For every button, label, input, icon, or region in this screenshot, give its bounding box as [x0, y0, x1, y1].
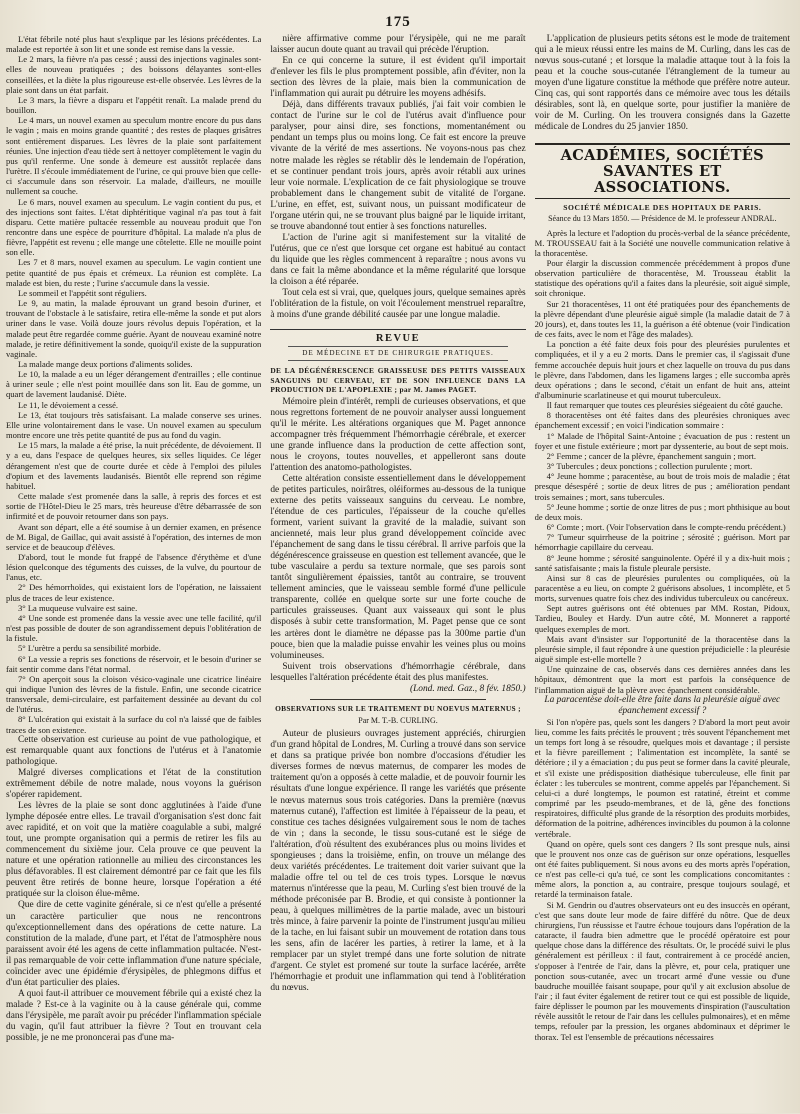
paragraph: 7° On aperçoit sous la cloison vésico-vaginale une cicatrice linéaire qui indique l'union des lèvres de la fistule. Enfin, une seconde cicatrice transversale, demi-circulaire, est parfaitement dessinée au devant du col de l'utérus. — [6, 673, 262, 715]
article-reference: (Lond. med. Gaz., 8 fév. 1850.) — [409, 683, 526, 694]
paragraph: Mais avant d'insister sur l'opportunité de la thoracentèse dans la pleurésie simple, il faut répondre à une question préjudicielle : la pleurésie aiguë simple est-elle mortelle ? — [534, 633, 790, 665]
paragraph: 3° Tubercules ; deux ponctions ; collection purulente ; mort. — [546, 461, 753, 472]
paragraph: L'état fébrile noté plus haut s'explique par les lésions précédentes. La malade est reportée à son lit et une sonde est remise dans la vessie. — [6, 34, 262, 55]
paragraph: Les 7 et 8 mars, nouvel examen au speculum. Le vagin contient une petite quantité de pus épais et crémeux. La réunion est complète. La malade est bien, du reste ; l'urine s'accumule dans la vessie. — [6, 257, 262, 288]
paragraph: Le 13, état toujours très satisfaisant. La malade conserve ses urines. Elle urine volontairement dans le vase. Un nouvel examen au speculum montre encore une très petite quantité de pus au fond du vagin. — [6, 409, 262, 441]
society-title: SOCIÉTÉ MÉDICALE DES HOPITAUX DE PARIS. — [563, 203, 762, 213]
paragraph: 3° La muqueuse vulvaire est saine. — [18, 602, 138, 613]
society-report-text — [535, 228, 790, 695]
section-title-academies: ACADÉMIES, SOCIÉTÉS SAVANTES ET ASSOCIATIONS. — [535, 143, 790, 199]
paragraph: Il faut remarquer que toutes ces pleurésies siégeaient du côté gauche. — [546, 400, 783, 411]
paragraph: Le 10, la malade a eu un léger dérangement d'entrailles ; elle continue à uriner seule ; elle n'est point mouillée dans son lit. Eau de gomme, un quart de lavement laudanisé. Diète. — [6, 369, 262, 400]
paragraph: Cette observation est curieuse au point de vue pathologique, et est remarquable quant aux fonctions de l'utérus et à l'anatomie pathologique. — [6, 734, 262, 767]
paragraph: 5° Jeune homme ; sortie de onze litres de pus ; mort phthisique au bout de deux mois. — [534, 501, 790, 522]
text-columns — [6, 34, 790, 1114]
case-report-text — [6, 34, 261, 735]
session-line: Séance du 13 Mars 1850. — Présidence de M. le professeur ANDRAL. — [548, 214, 777, 224]
paragraph: Malgré diverses complications et l'état de la constitution extrêmement débile de notre malade, nous voyons la guérison s'opérer rapidement. — [6, 767, 262, 801]
paragraph: Le 9, au matin, la malade éprouvant un grand besoin d'uriner, et trouvant de l'obstacle à le satisfaire, retira elle-même la sonde et put alors uriner dans le vase. Voilà douze jours révolus depuis l'opération, et la malade peut être regardée comme guérie. Ayant de nouveau examiné notre malade, je retire définitivement la sonde, quoiqu'il existe de la suppuration vaginale. — [6, 298, 262, 359]
paragraph: 8° Jeune homme ; sérosité sanguinolente. Opéré il y a dix-huit mois ; santé satisfaisante ; mais la fistule pleurale persiste. — [534, 552, 790, 573]
paragraph: Le 11, le dévoiement a cessé. — [18, 399, 119, 410]
paragraph: 6° La vessie a repris ses fonctions de réservoir, et le besoin d'uriner se fait sentir comme dans l'état normal. — [6, 653, 262, 674]
paragraph: Pour élargir la discussion commencée précédemment à propos d'une observation particulière de thoracentèse, M. Trousseau établit la statistique des opérations qu'il a faites dans la pleurésie, soit aiguë simple, soit chronique. — [534, 257, 790, 299]
paragraph: Tout cela est si vrai, que, quelques jours, quelque semaines après l'oblitération de la fistule, on voit l'écoulement menstruel reparaître, à moins d'une grande débilité causée par une longue maladie. — [270, 288, 526, 321]
paragraph: Cette malade s'est promenée dans la salle, à repris des forces et est sortie de l'Hôtel-Dieu le 25 mars, très heureuse d'être débarrassée de son infirmité et de pouvoir retourner dans son pays. — [6, 491, 262, 522]
paragraph: Le 3 mars, la fièvre a disparu et l'appétit renaît. La malade prend du bouillon. — [6, 94, 262, 116]
paragraph: Le 2 mars, la fièvre n'a pas cessé ; aussi des injections vaginales sont-elles de nouveau pratiquées ; des boissons délayantes sont-elles conseillées, et la diète la plus rigoureuse est-elle observée. Les lèvres de la plaie sont dans un état parfait. — [6, 54, 262, 95]
paragraph: Que dire de cette vaginite générale, si ce n'est qu'elle a présenté un caractère particulier que nous ne rencontrons qu'exceptionnellement dans des opérations de cette nature. La constitution de la malade, d'une part, et l'état de l'atmosphère nous paraissent avoir été les agens de cette inflammation pultacée. N'est-il pas remarquable de voir cette inflammation d'une nature spéciale, coïncider avec une épidémie d'érysipèles, de phlegmons diffus et d'un état particulier des plaies. — [6, 900, 262, 988]
paragraph: La ponction a été faite deux fois pour des pleurésies purulentes et compliquées, et il y a eu 2 morts. Dans le premier cas, il s'agissait d'une femme accouchée depuis huit jours et chez laquelle on trouva du pus dans le plèvre, dans l'abdomen, dans les ligamens larges ; elle succomba après deux opérations ; dans le second, c'était un enfant de huit ans, atteint d'albuminurie scarlatineuse et qui mourut tuberculeux. — [534, 339, 790, 401]
paragraph: Sur 21 thoracentèses, 11 ont été pratiquées pour des épanchements de la plèvre dépendant d'une pleurésie aiguë simple (la maladie datait de 7 à 20 jours), et, dans toutes les 11, la guérison a été obtenue (voir l'indication de ces faits, avec le nom et l'âge des malades). — [534, 298, 790, 340]
article-body-curling — [270, 729, 525, 994]
paragraph: L'action de l'urine agit si manifestement sur la vitalité de l'utérus, que ce n'est que lorsque cet organe est habitué au contact du liquide que les règles commencent à reparaître ; nous avons vu dans ce fait la même abondance et la même régularité que lorsque la cloison a été réparée. — [270, 232, 526, 288]
paragraph: Après la lecture et l'adoption du procès-verbal de la séance précédente, M. TROUSSEAU fait à la Société une nouvelle communication relative à la thoracentèse. — [534, 227, 790, 258]
paragraph: Auteur de plusieurs ouvrages justement appréciés, chirurgien d'un grand hôpital de Londres, M. Curling a trouvé dans son service et dans sa pratique privée bon nombre d'occasions d'étudier les diverses formes de nœvus maternus, de comparer les modes de traitement qu'on a opposés à cette maladie, et de pouvoir fournir les résultats d'une longue expérience. Il range les variétés que présente le nœvus maternus sous trois catégories. Dans la première (nœvus maternus cutané), l'affection est limitée à l'épaisseur de la peau, et constitue ces taches désignées vulgairement sous le nom de taches de vin ; dans la seconde, le tissu sous-cutané est le siége de l'altération, d'où résultent des exubérances plus ou moins livides et spongieuses ; dans la troisième, enfin, on trouve un mélange des deux variétés précédentes. Le traitement doit varier suivant que la maladie offre tel ou tel de ces trois types. Lorsque le nœvus maternus n'intéresse que la peau, M. Curling s'est bien trouvé de la méthode préconisée par B. Brodie, et qui consiste à pontionner la peau, à quelques millimètres de la partie malade, avec un bistouri très mince, à faire parvenir la pointe de l'instrument jusqu'au milieu de la tache, en lui faisant subir un mouvement de rotation dans tous les sens, afin de lacérer les parties, à retirer la lame, et à la remplacer par un stylet trempé dans une forte solution de nitrate d'argent. Ce stylet est promené sur toute la surface lacérée, arrête l'hémorrhagie et produit une inflammation qui tend à l'oblitération du nœvus. — [270, 729, 526, 994]
curling-continued-text — [535, 34, 790, 133]
paragraph: Mémoire plein d'intérêt, rempli de curieuses observations, et que nous regrettons fortement de ne pouvoir analyser aussi longuement qu'il le mérite. Les altérations organiques que M. Paget annonce accompagner très fréquemment l'hémorrhagie cérébrale, et exercer une grande influence dans la production de cette affection sont, nous le croyons, toutes nouvelles, et appelleront sans doute l'attention des anatomo-pathologistes. — [270, 396, 526, 473]
paragraph: Ainsi sur 8 cas de pleurésies purulentes ou compliquées, où la paracentèse a eu lieu, on compte 2 guérisons absolues, 1 incomplète, et 5 morts, survenues quatre fois chez des individus tuberculeux ou cancéreux. — [534, 572, 790, 604]
paragraph: Sept autres guérisons ont été obtenues par MM. Rostan, Pidoux, Tardieu, Bouley et Hardy. D'un autre côté, M. Monneret a rapporté quelques exemples de mort. — [534, 603, 790, 634]
question-heading: La paracentèse doit-elle être faite dans la pleurésie aiguë avec épanchement excessif ? — [544, 694, 781, 716]
case-discussion-text — [6, 735, 261, 1044]
article-body-paget — [270, 397, 525, 684]
paragraph: Les lèvres de la plaie se sont donc agglutinées à l'aide d'une lymphe déposée entre elles. Le travail d'organisation s'est donc fait avec rapidité, et on voit que la matière coagulable a subi, malgré tout, une prompte organisation qui a permis de retirer les fils au commencement du sixième jour. Cela prouve ce que peuvent la nature et une opération rationnelle au milieu des circonstances les plus défavorables. Il est clairement démontré par ce fait que les fils peuvent être retirés de bonne heure, lorsque l'opération a été pratiquée sur la cloison élue-même. — [6, 801, 262, 900]
paragraph: Le sommeil et l'appétit sont réguliers. — [18, 287, 147, 298]
paragraph: A quoi faut-il attribuer ce mouvement fébrile qui a existé chez la malade ? Est-ce à la vaginite ou à la cause générale qui, comme dans l'érysipèle, me paraît avoir pu précéder l'inflammation spéciale du vagin, qu'il faut attribuer la fièvre ? Tout en trouvant cela possible, je ne me prononcerai pas d'une ma- — [6, 988, 262, 1044]
paragraph: La malade mange deux portions d'aliments solides. — [18, 359, 193, 369]
paragraph: Si M. Gendrin ou d'autres observateurs ont eu des insuccès en opérant, c'est que sans doute leur mode de faire différé du nôtre. Que de deux chirurgiens, l'un réussisse et l'autre échoue toujours dans l'opération de la cataracte, il faudra bien admettre que le procédé opératoire est pour quelque chose dans la différence des résultats. Or, le procédé suivi le plus généralement est périlleux : il faut, contrairement à ce procédé ancien, s'opposer à l'entrée de l'air, dans la plèvre, et, pour cela, pratiquer une ponction sous-cutanée, avec un trocart armé d'une vessie ou d'une baudruche mouillée faisant soupape, pour qu'il y ait exclusion absolue de l'air ; il faut éviter également de retirer tout ce qui est possible de liquide, faire déplisser le poumon par les mouvements d'inspiration (l'auscultation révèle aussitôt le retour de l'air dans les cellules pulmonaires), et en même temps, refouler par la pression, les organes abdominaux et déprimer le thorax. Tel est l'ensemble de précautions nécessaires — [534, 899, 790, 1042]
article-title-curling: OBSERVATIONS SUR LE TRAITEMENT DU NOEVUS MATERNUS ; — [275, 703, 521, 713]
column-2 — [270, 34, 525, 1114]
paragraph: D'abord, tout le monde fut frappé de l'absence d'érythème et d'une lésion quelconque des téguments des cuisses, de la vulve, du pourtour de l'anus, etc. — [6, 551, 262, 583]
paragraph: Le 6 mars, nouvel examen au speculum. Le vagin contient du pus, et des injections sont faites. L'état diphtéritique vaginal n'a pas tout à fait disparu. Cette matière pultacée ressemble au nouveau produit que l'on rencontre dans une espèce de pourriture d'hôpital. La malade n'a plus de fièvre, l'appétit est revenu ; elle mange une côtelette. Elle ne mouille point son elle. — [6, 196, 262, 258]
article-title-paget: DE LA DÉGÉNÉRESCENCE GRAISSEUSE DES PETITS VAISSEAUX SANGUINS DU CERVEAU, ET DE SON INFLUENCE DANS LA PRODUCTION DE L'APOPLEXIE ; par M. James PAGET. — [270, 366, 526, 395]
paragraph: Le 15 mars, la malade a été prise, la nuit précédente, de dévoiement. Il y a eu, dans l'espace de quelques heures, six selles liquides. Ce léger dérangement n'est que de courte durée et cède à l'emploi des pilules d'opium et des lavements laudanisés. Bientôt elle reprend son régime habituel. — [6, 440, 262, 491]
paragraph: Déjà, dans différents travaux publiés, j'ai fait voir combien le contact de l'urine sur le col de l'utérus avait d'influence pour paralyser, pour ainsi dire, ses fonctions, momentanément ou pendant un temps plus ou moins long. Ce fait est encore la preuve vivante de la vérité de mes assertions. Ne voyons-nous pas chez notre malade les règles se rétablir dès le lendemain de l'opération, et se continuer pendant trois jours, après avoir rétabli aux urines leur voie normale. L'explication de ce fait physiologique se trouve probablement dans le changement subit de vitalité de l'organe. L'urine, en effet, est, suivant nous, un puissant modificateur de l'organe utérin qui, ne se trouvant plus baigné par le liquide irritant, se trouve abandonné tout entier à ses fonctions naturelles. — [270, 100, 526, 232]
paragraph: Si l'on n'opère pas, quels sont les dangers ? D'abord la mort peut avoir lieu, comme les faits précités le prouvent ; très souvent l'épanchement met un temps fort long à se résoudre, quelques mois et davantage ; il persiste et la fièvre pareillement ; l'alimentation est incomplète, la santé se détériore ; il y a émaciation ; du pus peut se former dans la cavité pleurale, et s'il existe une prédisposition diathésique tuberculeuse, elle finit par éclater : les tubercules se montrent, comme appelés par l'épanchement. Si celui-ci a duré longtemps, le poumon est ratatiné, étreint et comme comprimé par les pseudo-membranes, et de là, gêne des fonctions respiratoires, difficulté plus grande de la résorption des produits morbides, déformation de la poitrine, adhérences invincibles du poumon à la colonne vertébrale. — [534, 716, 790, 839]
paragraph: 2° Femme ; cancer de la plèvre, épanchement sanguin ; mort. — [546, 450, 757, 461]
paragraph: 4° Jeune homme ; paracentèse, au bout de trois mois de maladie ; état presque désespéré ; sortie de deux litres de pus ; amélioration pendant trois semaines ; mort, sans tubercules. — [534, 471, 790, 502]
article-author-curling: Par M. T.-B. CURLING. — [358, 716, 438, 726]
paragraph: Le 4 mars, un nouvel examen au speculum montre encore du pus dans le vagin ; mais en moins grande quantité ; des restes de plaques grisâtres sont entièrement disparues. Les lèvres de la plaie sont parfaitement réunies. Une injection d'eau tiède sert à nettoyer complètement le vagin du pus qu'il renferme. Une sonde à demeure est aussitôt replacée dans l'urètre. Il s'écoule immédiatement de l'urine, ce qui prouve bien que celle-ci s'accumule dans son réservoir. La malade, d'ailleurs, ne mouille nullement sa couche. — [6, 115, 262, 197]
paragraph: 7° Tumeur squirrheuse de la poitrine ; sérosité ; guérison. Mort par hémorrhagie capillaire du cerveau. — [534, 532, 790, 553]
paragraph: 4° Une sonde est promenée dans la vessie avec une telle facilité, qu'il n'est pas possible de douter de son agrandissement depuis l'oblitération de la fistule. — [6, 612, 262, 644]
paragraph: En ce qui concerne la suture, il est évident qu'il importait d'enlever les fils le plus promptement possible, afin d'éviter, non la section des lèvres de la plaie, mais bien la communication de l'inflammation qui aurait pu détruire les moyens adhésifs. — [270, 56, 526, 100]
paragraph: Cette altération consiste essentiellement dans le développement de petites particules, noirâtres, oléiformes au-dessous de la tunique externe des petits vaisseaux sanguins du cerveau. Le nombre, l'étendue de ces particules, l'épaisseur de la couche qu'elles forment, varient suivant la gravité de la maladie, suivant son ancienneté, mais leur plus grand développement coïncide avec l'épanchement de sang dans le tissu cérébral. Il arrive parfois que la dégénérescence graisseuse en question est tellement avancée, que le tube vasculaire a perdu sa texture normale, que ses parois sont tantôt singulièrement épaissies, tantôt au contraire, se trouvent tellement amincies, que le vaisseau semble formé d'une pellicule transparente, collée en quelque sorte sur une forte couche de particules graisseuses. Quant aux vaisseaux qui sont le plus disposés à subir cette transformation, M. Paget pense que ce sont les artères dont le diamètre ne dépasse pas la 300me partie d'un pouce, bien que la maladie puisse envahir les veines plus ou moins volumineuses. — [270, 473, 526, 661]
separator-rule — [310, 699, 485, 700]
paragraph: Avant son départ, elle a été soumise à un dernier examen, en présence de M. Bigal, de Gaillac, qui avait assisté à l'opération, des internes de mon service et de beaucoup d'élèves. — [6, 521, 262, 552]
column-1 — [6, 34, 261, 1114]
paragraph: 8° L'ulcération qui existait à la surface du col n'a laissé que de faibles traces de son existence. — [6, 714, 262, 735]
society-report-tail — [535, 717, 790, 1042]
paragraph: 1° Malade de l'hôpital Saint-Antoine ; évacuation de pus : restent un foyer et une fistule extérieure ; mort par dyssenterie, au bout de sept mois. — [534, 430, 790, 451]
paragraph: Quand on opère, quels sont ces dangers ? Ils sont presque nuls, ainsi que le prouvent nos onze cas de guérison sur onze opérations, lesquelles ont été faites publiquement. Si nous avons eu des morts après l'opération, ce n'est pas celle-ci qu'a tué, ce sont les complications concomitantes : même alors, la ponction a, au contraire, presque toujours soulagé, et retardé la terminaison fatale. — [534, 838, 790, 900]
paragraph: 5° L'urètre a perdu sa sensibilité morbide. — [18, 643, 161, 654]
paragraph: 2° Des hémorrhoïdes, qui existaient lors de l'opération, ne laissaient plus de traces de leur existence. — [6, 582, 262, 603]
paragraph: 6° Comte ; mort. (Voir l'observation dans le compte-rendu précédent.) — [546, 522, 786, 533]
paragraph: Une quinzaine de cas, observés dans ces dernières années dans les hôpitaux, démontrent que la mort est parfois la conséquence de l'inflammation aiguë de la plèvre avec épanchement considérable. — [534, 664, 790, 695]
column-3 — [535, 34, 790, 1114]
revue-subtitle: DE MÉDECINE ET DE CHIRURGIE PRATIQUES. — [288, 346, 507, 361]
paragraph: L'application de plusieurs petits sétons est le mode de traitement qui a le mieux réussi entre les mains de M. Curling, dans les cas de nœvus sous-cutané ; et lorsque la maladie attaque tout à la fois la peau et la couche sous-cutanée l'étranglement de la tumeur au moyen d'une ligature constitue la méthode que préfère notre auteur. Cinq cas, qui sont rapportés dans ce mémoire avec tous les détails désirables, sont là, en quelque sorte, pour justifier la manière de voir de M. Curling. On les trouvera consignés dans la Gazette médicale de Londres du 25 janvier 1850. — [534, 34, 790, 133]
paragraph: Suivent trois observations d'hémorrhagie cérébrale, dans lesquelles l'altération précédente était des plus manifestes. — [270, 661, 526, 683]
paragraph: 8 thoracentèses ont été faites dans des pleurésies chroniques avec épanchement excessif ; en voici l'indication sommaire : — [534, 410, 790, 431]
discussion-continued-text — [270, 34, 525, 321]
paragraph: nière affirmative comme pour l'érysipèle, qui ne me paraît laisser aucun doute quant au travail qui précède l'éruption. — [270, 34, 526, 56]
revue-title: REVUE — [270, 329, 525, 344]
page-number: 175 — [385, 14, 411, 30]
